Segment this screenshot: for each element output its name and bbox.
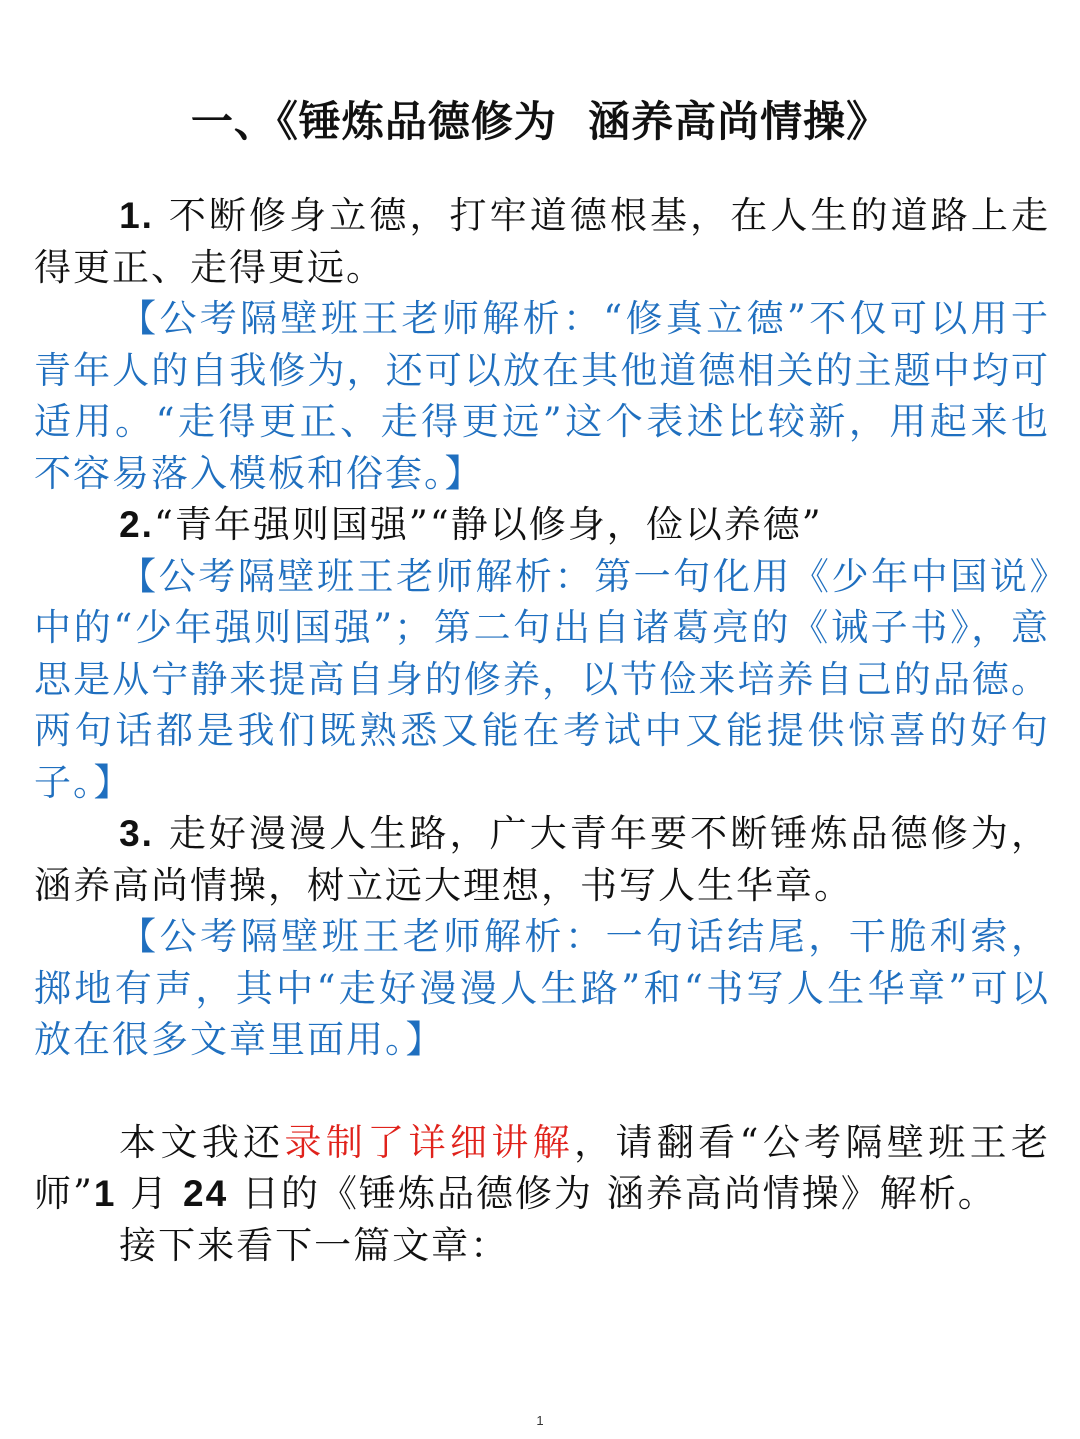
item-number: 2. [119, 504, 154, 545]
item-number: 3. [119, 813, 154, 854]
item-text: 走好漫漫人生路，广大青年要不断锤炼品德修为，涵养高尚情操，树立远大理想，书写人生华章。 [34, 812, 1050, 907]
item-3 [34, 808, 1050, 911]
item-2-analysis: 【公考隔壁班王老师解析：第一句化用《少年中国说》中的“少年强则国强”；第二句出自诸葛亮的《诫子书》，意思是从宁静来提高自身的修养，以节俭来培养自己的品德。两句话都是我们既熟悉又能在考试中又能提供惊喜的好句子。】 [34, 554, 1050, 804]
item-3-analysis: 【公考隔壁班王老师解析：一句话结尾，干脆利索，掷地有声，其中“走好漫漫人生路”和“书写人生华章”可以放在很多文章里面用。】 [34, 915, 1050, 1061]
item-number: 1. [119, 195, 154, 236]
page-number: 1 [536, 1413, 544, 1428]
note-day: 24 [183, 1173, 229, 1214]
item-2 [34, 499, 1050, 551]
note-after: 日的《锤炼品德修为 涵养高尚情操》解析。 [228, 1172, 997, 1215]
item-1 [34, 190, 1050, 293]
item-1-analysis: 【公考隔壁班王老师解析：“修真立德”不仅可以用于青年人的自我修为，还可以放在其他道德相关的主题中均可适用。“走得更正、走得更远”这个表述比较新，用起来也不容易落入模板和俗套。】 [34, 297, 1050, 495]
recording-note [34, 1117, 1050, 1220]
item-text: 不断修身立德，打牢道德根基，在人生的道路上走得更正、走得更远。 [34, 194, 1050, 289]
note-middle: ，请翻看“公考隔壁班王老师” [34, 1120, 1051, 1215]
item-text: “青年强则国强”“静以修身，俭以养德” [153, 503, 823, 546]
note-month-unit: 月 [116, 1172, 184, 1215]
note-month: 1 [93, 1173, 117, 1214]
document-body [34, 190, 1050, 1271]
paragraph-spacer [34, 1066, 1050, 1117]
next-article-line: 接下来看下一篇文章： [119, 1223, 510, 1267]
page-title: 一、《锤炼品德修为 涵养高尚情操》 [190, 97, 890, 146]
note-before: 本文我还 [119, 1120, 285, 1164]
note-highlight: 录制了详细讲解 [284, 1120, 575, 1164]
